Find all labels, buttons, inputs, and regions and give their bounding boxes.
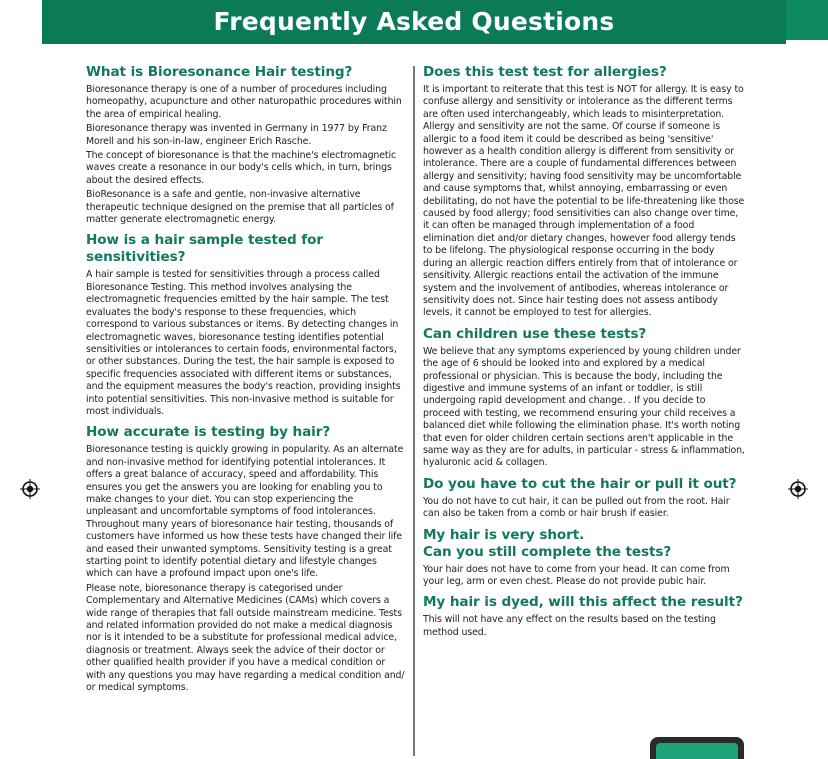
registration-mark-icon — [788, 479, 808, 499]
faq-answer-paragraph: Bioresonance therapy was invented in Germany in 1977 by Franz Morell and his son-in-law, engineer Erich Rasche. — [86, 123, 387, 147]
faq-question: How accurate is testing by hair? — [86, 424, 331, 441]
faq-question: My hair is dyed, will this affect the result? — [423, 594, 743, 611]
faq-section — [423, 326, 745, 470]
title-banner-edge — [786, 0, 828, 40]
faq-section — [86, 232, 406, 418]
faq-left-column — [86, 64, 406, 700]
registration-mark-icon — [20, 479, 40, 499]
faq-question: Can children use these tests? — [423, 325, 647, 342]
faq-answer-paragraph: BioResonance is a safe and gentle, non-invasive alternative therapeutic technique designed on the premise that all particles of matter generate electromagnetic energy. — [86, 189, 394, 226]
phone-screen — [656, 743, 738, 759]
faq-answer-paragraph: Bioresonance testing is quickly growing in popularity. As an alternate and non-invasive method for identifying potential intolerances. It offers a great balance of accuracy, speed and affordability. This ensures you get the answers you are looking for enabling you to make changes to your diet. You can stop experiencing the unpleasant and uncomfortable symptoms of food intolerances. Throughout many years of bioresonance hair testing, thousands of customers have informed us how these tests have changed their life and eased their unwanted symptoms. Sensitivity testing is a great starting point to identify potential dietary and lifestyle changes which can have a profound impact upon one's life. — [86, 444, 404, 580]
faq-answer-paragraph: This will not have any effect on the results based on the testing method used. — [423, 614, 716, 638]
faq-question-continued: Can you still complete the tests? — [423, 543, 672, 560]
faq-question: Does this test test for allergies? — [423, 64, 667, 80]
faq-question: What is Bioresonance Hair testing? — [86, 64, 353, 80]
page-title: Frequently Asked Questions — [213, 7, 615, 36]
faq-answer-paragraph: Bioresonance therapy is one of a number of procedures including homeopathy, acupuncture and other naturopathic procedures within the area of empirical healing. — [86, 84, 402, 120]
faq-answer-paragraph: We believe that any symptoms experienced by young children under the age of 6 should be looked into and explored by a medical professional or physician. This is because the body, including the digestive and immune systems of an infant or toddler, is still undergoing rapid development and change. . If you decide to proceed with testing, we recommend ensuring your child receives a balanced diet while following the elimination phase. It's worth noting that even for older children certain sections aren't applicable in the same way as they are for adults, in particular - stress & inflammation, hyaluronic acid & collagen. — [423, 345, 745, 469]
faq-section — [423, 594, 745, 639]
faq-answer-paragraph: The concept of bioresonance is that the machine's electromagnetic waves create a resonance in our body's cells which, in turn, brings about the desired effects. — [86, 150, 397, 186]
faq-answer-paragraph: You do not have to cut hair, it can be pulled out from the root. Hair can also be taken from a comb or hair brush if easier. — [423, 495, 730, 520]
faq-question: How is a hair sample tested for sensitivities? — [86, 232, 323, 266]
column-divider — [413, 66, 415, 756]
faq-answer-paragraph: Please note, bioresonance therapy is categorised under Complementary and Alternative Medicines (CAMs) which covers a wide range of therapies that fall outside mainstream medicine. Tests and related information provided do not make a medical diagnosis nor is it intended to be a substitute for professional medical advice, diagnosis or treatment. Always seek the advice of their doctor or other qualified health provider if you have a medical condition or with any questions you may have regarding a medical condition and/ or medical symptoms. — [86, 582, 405, 694]
faq-answer-paragraph: Your hair does not have to come from your head. It can come from your leg, arm or even chest. Please do not provide pubic hair. — [423, 563, 730, 587]
faq-question: My hair is very short. — [423, 526, 585, 543]
faq-section — [423, 64, 745, 320]
faq-answer-paragraph: It is important to reiterate that this test is NOT for allergy. It is easy to confuse allergy and sensitivity or intolerance as the different terms are often used interchangeably, which leads to misinterpretation. Allergy and sensitivity are not the same. Of course if someone is allergic to a food item it could be described as being 'sensitive' however as a health condition allergy is different from sensitivity or intolerance. There are a couple of fundamental differences between allergy and sensitivity; having food sensitivity may be uncomfortable and cause symptoms that, whilst annoying, embarrassing or even debilitating, do not have the potential to be life-threatening like those caused by food allergy; food sensitivities can also change over time, it can often be managed through implementation of a food elimination diet and/or dietary changes, however food allergy tends to be lifelong. The physiological response occurring in the body during an allergic reaction differs entirely from that of intolerance or sensitivity. Allergic reactions entail the activation of the immune system and the involvement of antibodies, whereas intolerance or sensitivity does not. Since hair testing does not assess antibody levels, it cannot be employed to test for allergies. — [423, 84, 745, 319]
faq-section — [423, 476, 745, 521]
faq-section — [423, 527, 745, 589]
faq-question: Do you have to cut the hair or pull it out? — [423, 475, 737, 492]
faq-section — [86, 64, 406, 226]
faq-right-column — [423, 64, 745, 645]
faq-section — [86, 424, 406, 694]
faq-answer-paragraph: A hair sample is tested for sensitivities through a process called Bioresonance Testing. This method involves analysing the electromagnetic frequencies emitted by the hair sample. The test evaluates the body's response to these frequencies, which correspond to various substances or items. By detecting changes in electromagnetic waves, bioresonance testing identifies potential sensitivities or intolerances to certain foods, environmental factors, or other substances. During the test, the hair sample is exposed to specific frequencies associated with different items or substances, and the equipment measures the body's reaction, providing insights into potential sensitivities. This non-invasive method is suitable for most individuals. — [86, 269, 401, 417]
